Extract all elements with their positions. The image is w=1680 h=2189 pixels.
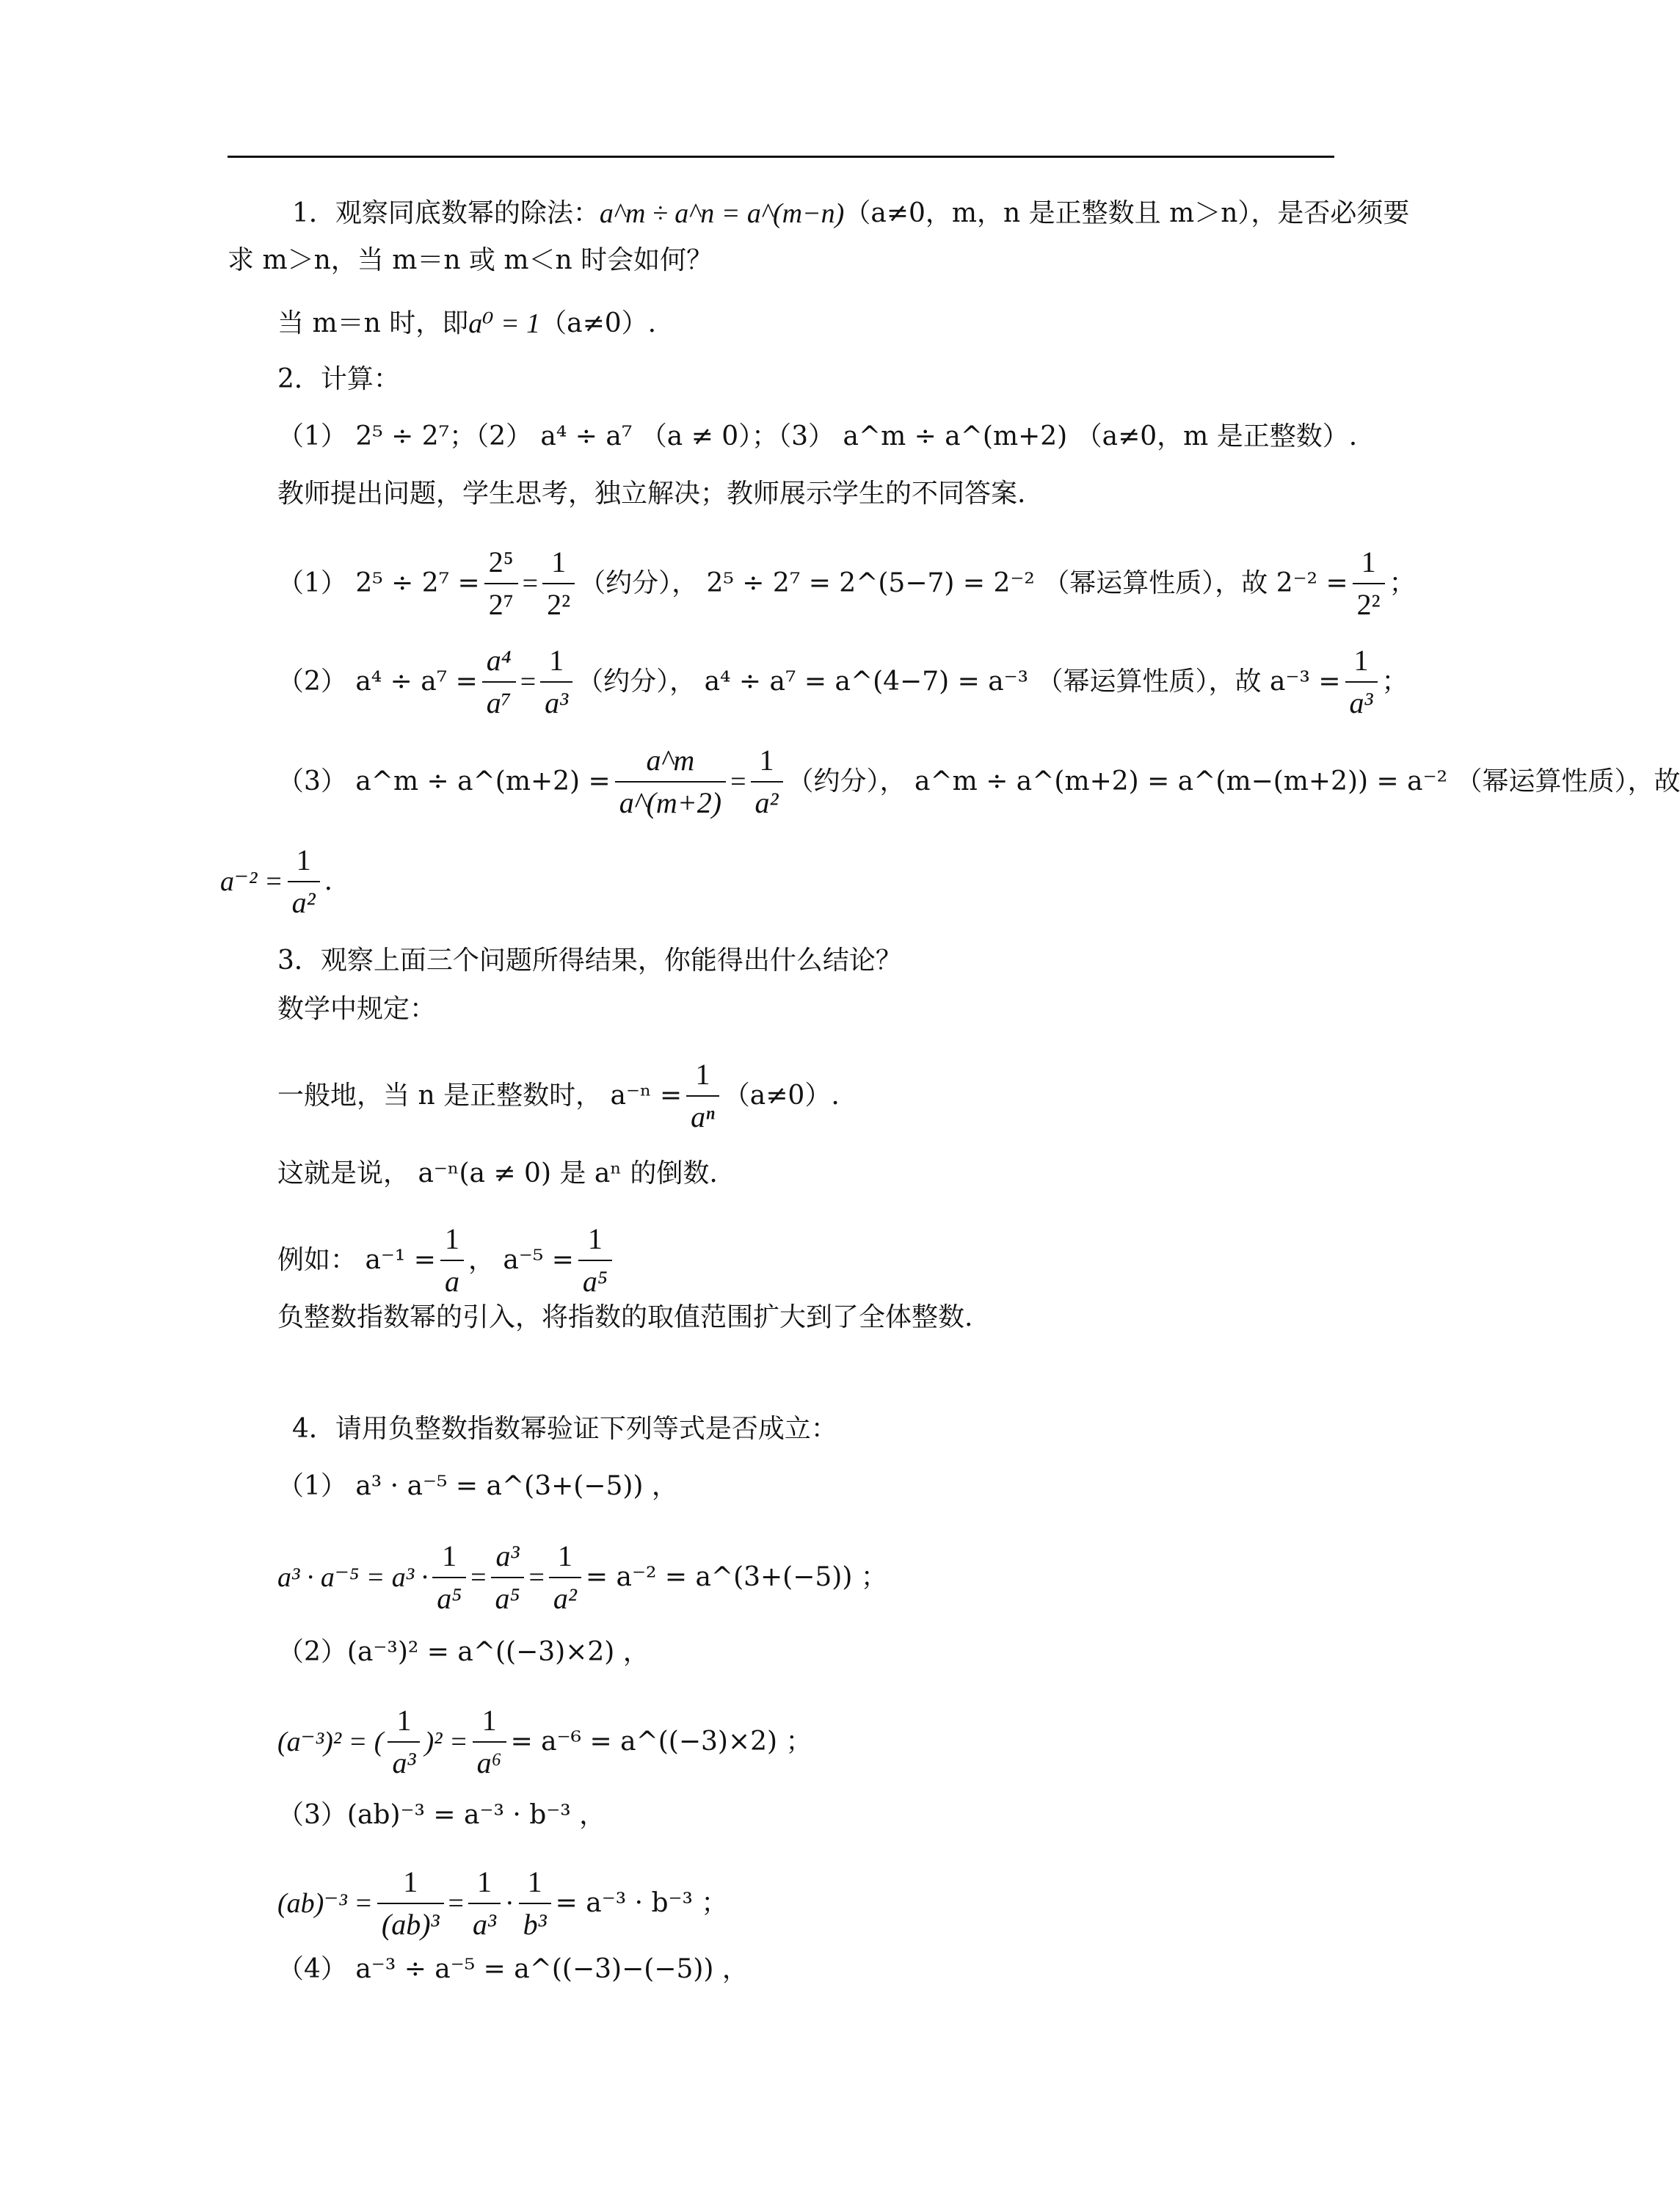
solution-2-middle: （约分）， a⁴ ÷ a⁷ = a^(4−7) = a⁻³ （幂运算性质），故 a⁻³ = bbox=[577, 667, 1341, 697]
solution-1: （1） 2⁵ ÷ 2⁷ = $\frac{\text{2⁵}}{\text{2⁷}}$ = $\frac{1}{\text{2²}}$ （约分）， 2⁵ ÷ 2⁷ = 2^(5−7) = 2⁻² （幂运算性质），故 2⁻² = $\frac{1}{\text{2²}}$ ； bbox=[277, 545, 1416, 621]
header-rule bbox=[228, 156, 1334, 158]
fraction-1-over-2p2: $\frac{1}{\text{2²}}$ bbox=[542, 545, 575, 622]
solution-3-cont-start: a⁻² = bbox=[220, 866, 283, 897]
proof-1-start: a³ · a⁻⁵ = a³ · bbox=[277, 1562, 429, 1593]
q4-heading: 4．请用负整数指数幂验证下列等式是否成立： bbox=[292, 1414, 837, 1444]
solution-2-end: ； bbox=[1381, 667, 1408, 697]
solution-2-start: （2） a⁴ ÷ a⁷ = bbox=[277, 667, 478, 697]
q2-heading: 2．计算： bbox=[277, 364, 400, 394]
proof-1-end: = a⁻² = a^(3+(−5)) ； bbox=[585, 1562, 887, 1592]
q1-condition: （a≠0，m，n 是正整数且 m＞n），是否必须要 bbox=[844, 198, 1410, 228]
fraction-1-over-a: $\frac{1}{a}$ bbox=[440, 1221, 464, 1299]
q1-line bbox=[292, 197, 1409, 230]
negative-exponent-definition bbox=[277, 1057, 840, 1135]
fraction-a3-over-a5: $\frac{\text{a³}}{\text{a⁵}}$ bbox=[491, 1539, 525, 1616]
proof-2-end: = a⁻⁶ = a^((−3)×2) ； bbox=[510, 1727, 812, 1757]
q1-intro: 1．观察同底数幂的除法： bbox=[292, 198, 600, 228]
solution-1-start: （1） 2⁵ ÷ 2⁷ = bbox=[277, 568, 480, 598]
teacher-note: 教师提出问题，学生思考，独立解决；教师展示学生的不同答案. bbox=[277, 479, 1026, 509]
proof-3-end: = a⁻³ · b⁻³ ； bbox=[555, 1888, 728, 1918]
fraction-a4-over-a7: $\frac{\text{a⁴}}{\text{a⁷}}$ bbox=[482, 643, 516, 721]
zero-exponent-formula: a⁰ = 1 bbox=[468, 308, 541, 339]
fraction-1-over-a6: $\frac{1}{\text{a⁶}}$ bbox=[473, 1703, 506, 1781]
fraction-1-over-ab3: $\frac{1}{\text{(ab)³}}$ bbox=[377, 1865, 444, 1942]
m-eq-n-condition: （a≠0）. bbox=[540, 308, 657, 338]
solution-2: （2） a⁴ ÷ a⁷ = $\frac{\text{a⁴}}{\text{a⁷}}$ = $\frac{1}{\text{a³}}$ （约分）， a⁴ ÷ a⁷ = a^(4−7) = a⁻³ （幂运算性质），故 a⁻³ = $\frac{1}{\text{a³}}$ ； bbox=[277, 644, 1408, 719]
math-rule-intro: 数学中规定： bbox=[277, 994, 437, 1024]
solution-3-cont-end: . bbox=[324, 866, 333, 896]
example-middle: ， a⁻⁵ = bbox=[468, 1245, 574, 1275]
fraction-1-over-a3-b: $\frac{1}{\text{a³}}$ bbox=[388, 1703, 420, 1781]
fraction-1-over-a2-b: $\frac{1}{\text{a²}}$ bbox=[549, 1539, 581, 1616]
solution-1-middle: （约分）， 2⁵ ÷ 2⁷ = 2^(5−7) = 2⁻² （幂运算性质），故 2⁻² = bbox=[579, 568, 1348, 598]
solution-3-continued bbox=[220, 843, 332, 921]
solution-1-end: ； bbox=[1389, 568, 1416, 598]
q4-proof-1: a³ · a⁻⁵ = a³ · $\frac{1}{\text{a⁵}}$ = $\frac{\text{a³}}{\text{a⁵}}$ = $\frac{1}{\text{a²}}$ = a⁻² = a^(3+(−5)) ； bbox=[277, 1539, 887, 1615]
fraction-1-over-a2: $\frac{1}{\text{a²}}$ bbox=[751, 743, 783, 821]
fraction-1-over-an: $\frac{1}{\text{aⁿ}}$ bbox=[686, 1057, 719, 1135]
definition-end: （a≠0）. bbox=[723, 1081, 840, 1111]
proof-2-start: (a⁻³)² = ( bbox=[277, 1727, 384, 1757]
proof-3-start: (ab)⁻³ = bbox=[277, 1888, 373, 1919]
q4-item-1: （1） a³ · a⁻⁵ = a^(3+(−5)) ， bbox=[277, 1471, 678, 1501]
q4-item-4: （4） a⁻³ ÷ a⁻⁵ = a^((−3)−(−5)) ， bbox=[277, 1954, 749, 1984]
fraction-am-over-am2: $\frac{a\^{}m}{a\^{}(m+2)}$ bbox=[615, 743, 726, 821]
fraction-1-over-a3-result: $\frac{1}{\text{a³}}$ bbox=[1345, 643, 1378, 721]
q4-proof-2 bbox=[277, 1703, 812, 1781]
example-start: 例如： a⁻¹ = bbox=[277, 1245, 436, 1275]
fraction-1-over-a3: $\frac{1}{\text{a³}}$ bbox=[540, 643, 572, 721]
solution-3: （3） a^m ÷ a^(m+2) = $\frac{a\^{}m}{a\^{}(m+2)}$ = $\frac{1}{\text{a²}}$ （约分）， a^m ÷ a^(m+2) = a^(m−(m+2)) = a⁻² （幂运算性质），故 bbox=[277, 744, 1680, 819]
m-eq-n-line bbox=[277, 307, 656, 341]
fraction-1-over-b3: $\frac{1}{\text{b³}}$ bbox=[519, 1865, 551, 1942]
q3-heading: 3．观察上面三个问题所得结果，你能得出什么结论？ bbox=[277, 945, 902, 976]
q1-line2: 求 m＞n，当 m＝n 或 m＜n 时会如何？ bbox=[228, 245, 713, 275]
m-eq-n-intro: 当 m＝n 时，即 bbox=[277, 308, 469, 338]
example-line bbox=[277, 1221, 617, 1299]
q4-item-3: （3）(ab)⁻³ = a⁻³ · b⁻³ ， bbox=[277, 1800, 606, 1830]
fraction-2p5-over-2p7: $\frac{\text{2⁵}}{\text{2⁷}}$ bbox=[484, 545, 518, 622]
reciprocal-note: 这就是说， a⁻ⁿ(a ≠ 0) 是 aⁿ 的倒数. bbox=[277, 1158, 718, 1188]
fraction-1-over-a2-result: $\frac{1}{\text{a²}}$ bbox=[288, 843, 320, 921]
fraction-1-over-2p2-result: $\frac{1}{\text{2²}}$ bbox=[1353, 545, 1385, 622]
q1-formula: a^m ÷ a^n = a^(m−n) bbox=[599, 198, 845, 229]
solution-3-start: （3） a^m ÷ a^(m+2) = bbox=[277, 766, 611, 796]
definition-start: 一般地，当 n 是正整数时， a⁻ⁿ = bbox=[277, 1081, 683, 1111]
fraction-1-over-a3-c: $\frac{1}{\text{a³}}$ bbox=[468, 1865, 501, 1942]
solution-3-end: （约分）， a^m ÷ a^(m+2) = a^(m−(m+2)) = a⁻² （幂运算性质），故 bbox=[787, 766, 1680, 796]
fraction-1-over-a5-b: $\frac{1}{\text{a⁵}}$ bbox=[432, 1539, 466, 1616]
fraction-1-over-a5: $\frac{1}{\text{a⁵}}$ bbox=[578, 1221, 612, 1299]
q2-tasks: （1） 2⁵ ÷ 2⁷；（2） a⁴ ÷ a⁷ （a ≠ 0）；（3） a^m ÷ a^(m+2) （a≠0，m 是正整数）. bbox=[277, 421, 1358, 451]
summary-note: 负整数指数幂的引入，将指数的取值范围扩大到了全体整数. bbox=[277, 1302, 973, 1332]
q4-proof-3: (ab)⁻³ = $\frac{1}{\text{(ab)³}}$ = $\frac{1}{\text{a³}}$ · $\frac{1}{\text{b³}}$ = a⁻³ · b⁻³ ； bbox=[277, 1865, 728, 1941]
q4-item-2: （2）(a⁻³)² = a^((−3)×2) ， bbox=[277, 1637, 650, 1667]
proof-2-middle: )² = bbox=[424, 1727, 468, 1757]
